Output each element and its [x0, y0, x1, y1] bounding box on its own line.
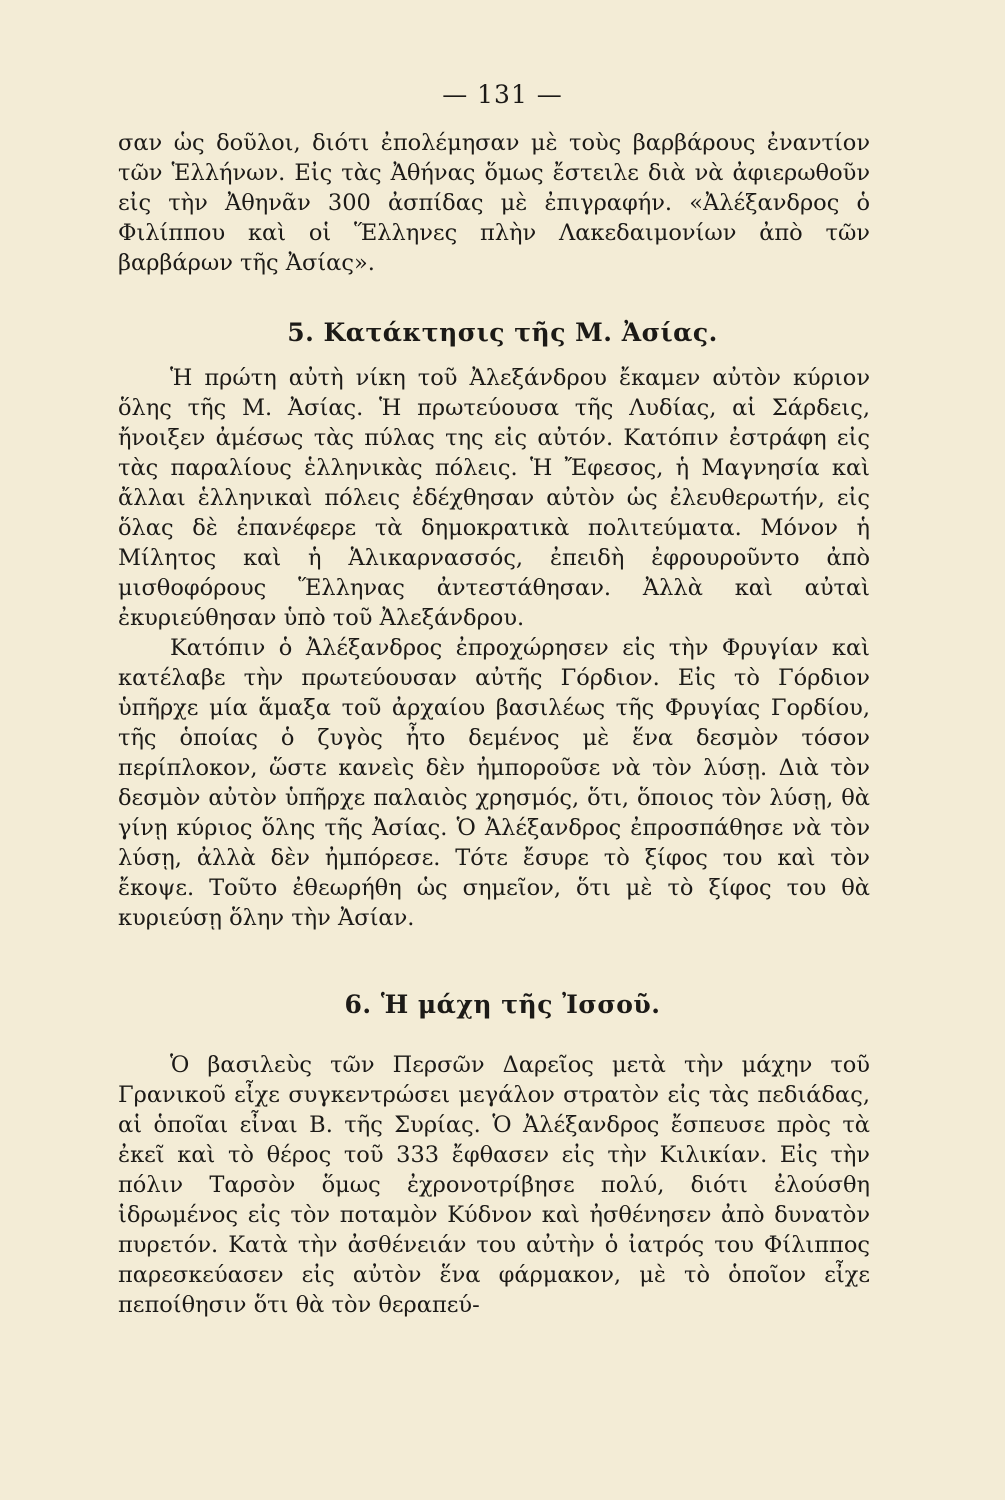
section-6-heading: 6. Ἡ μάχη τῆς Ἰσσοῦ. — [344, 990, 661, 1019]
section-5-heading: 5. Κατάκτησις τῆς Μ. Ἀσίας. — [287, 318, 718, 347]
section-6-paragraph-1: Ὁ βασιλεὺς τῶν Περσῶν Δαρεῖος μετὰ τὴν μάχην τοῦ Γρανικοῦ εἶχε συγκεντρώσει μεγάλον στρατὸν εἰς τὰς πεδιάδας, αἱ ὁποῖαι εἶναι Β. τῆς Συρίας. Ὁ Ἀλέξανδρος ἔσπευσε πρὸς τὰ ἐκεῖ καὶ τὸ θέρος τοῦ 333 ἔφθασεν εἰς τὴν Κιλικίαν. Εἰς τὴν πόλιν Ταρσὸν ὅμως ἐχρονοτρίβησε πολύ, διότι ἐλούσθη ἱδρωμένος εἰς τὸν ποταμὸν Κύδνον καὶ ἠσθένησεν ἀπὸ δυνατὸν πυρετόν. Κατὰ τὴν ἀσθένειάν του αὐτὴν ὁ ἰατρός του Φίλιππος παρεσκεύασεν εἰς αὐτὸν ἕνα φάρμακον, μὲ τὸ ὁποῖον εἶχε πεποίθησιν ὅτι θὰ τὸν θεραπεύ- — [118, 1052, 870, 1318]
section-5-paragraph-1: Ἡ πρώτη αὐτὴ νίκη τοῦ Ἀλεξάνδρου ἔκαμεν αὐτὸν κύριον ὅλης τῆς Μ. Ἀσίας. Ἡ πρωτεύουσα τῆς Λυδίας, αἱ Σάρδεις, ἤνοιξεν ἀμέσως τὰς πύλας της εἰς αὐτόν. Κατόπιν ἐστράφη εἰς τὰς παραλίους ἑλληνικὰς πόλεις. Ἡ Ἔφεσος, ἡ Μαγνησία καὶ ἄλλαι ἑλληνικαὶ πόλεις ἐδέχθησαν αὐτὸν ὡς ἐλευθερωτήν, εἰς ὅλας δὲ ἐπανέφερε τὰ δημοκρατικὰ πολιτεύματα. Μόνον ἡ Μίλητος καὶ ἡ Ἁλικαρνασσός, ἐπειδὴ ἐφρουροῦντο ἀπὸ μισθοφόρους Ἕλληνας ἀντεστάθησαν. Ἀλλὰ καὶ αὐταὶ ἐκυριεύθησαν ὑπὸ τοῦ Ἀλεξάνδρου. — [118, 365, 870, 631]
section-5-body — [118, 363, 870, 933]
page-number: — 131 — — [442, 80, 563, 109]
intro-paragraph: σαν ὡς δοῦλοι, διότι ἐπολέμησαν μὲ τοὺς βαρβάρους ἐναντίον τῶν Ἑλλήνων. Εἰς τὰς Ἀθήνας ὅμως ἔστειλε διὰ νὰ ἀφιερωθοῦν εἰς τὴν Ἀθηνᾶν 300 ἀσπίδας μὲ ἐπιγραφήν. «Ἀλέξανδρος ὁ Φιλίππου καὶ οἱ Ἕλληνες πλὴν Λακεδαιμονίων ἀπὸ τῶν βαρβάρων τῆς Ἀσίας». — [118, 130, 870, 276]
section-6-body — [118, 1050, 870, 1320]
section-5-paragraph-2: Κατόπιν ὁ Ἀλέξανδρος ἐπροχώρησεν εἰς τὴν Φρυγίαν καὶ κατέλαβε τὴν πρωτεύουσαν αὐτῆς Γόρδιον. Εἰς τὸ Γόρδιον ὑπῆρχε μία ἅμαξα τοῦ ἀρχαίου βασιλέως τῆς Φρυγίας Γορδίου, τῆς ὁποίας ὁ ζυγὸς ἦτο δεμένος μὲ ἕνα δεσμὸν τόσον περίπλοκον, ὥστε κανεὶς δὲν ἠμποροῦσε νὰ τὸν λύσῃ. Διὰ τὸν δεσμὸν αὐτὸν ὑπῆρχε παλαιὸς χρησμός, ὅτι, ὅποιος τὸν λύσῃ, θὰ γίνῃ κύριος ὅλης τῆς Ἀσίας. Ὁ Ἀλέξανδρος ἐπροσπάθησε νὰ τὸν λύσῃ, ἀλλὰ δὲν ἠμπόρεσε. Τότε ἔσυρε τὸ ξίφος του καὶ τὸν ἔκοψε. Τοῦτο ἐθεωρήθη ὡς σημεῖον, ὅτι μὲ τὸ ξίφος του θὰ κυριεύσῃ ὅλην τὴν Ἀσίαν. — [118, 635, 870, 931]
intro-paragraph-block — [118, 128, 870, 278]
